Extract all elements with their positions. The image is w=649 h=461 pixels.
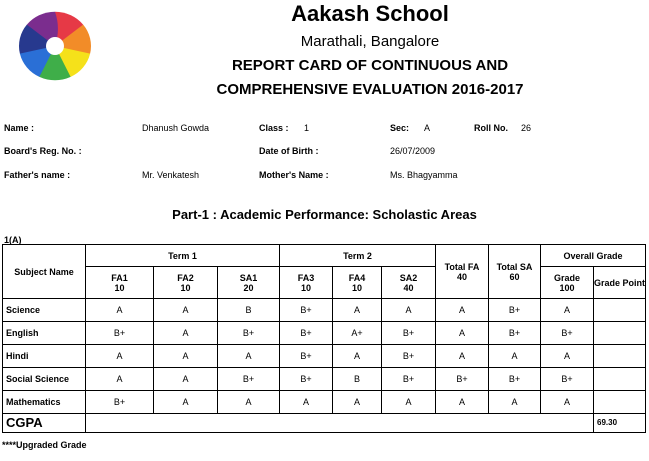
term2-header: Term 2 [280,245,436,267]
subject-name-header: Subject Name [3,245,86,299]
grade-cell [594,391,646,414]
grade-cell: A [541,391,594,414]
cgpa-value: 69.30 [594,414,646,433]
grade-point-header: Grade Point [594,267,646,299]
school-logo-icon [5,8,105,83]
grade-cell: A [382,391,436,414]
subject-name-cell: Hindi [3,345,86,368]
term1-header: Term 1 [86,245,280,267]
grade-cell: B+ [86,322,154,345]
footnote: ****Upgraded Grade [2,440,87,450]
grade-cell: B+ [280,299,333,322]
grade-cell: B+ [280,345,333,368]
grade-cell: B+ [218,322,280,345]
grade-cell: A [86,368,154,391]
table-row [3,299,646,322]
grade-cell: A [333,391,382,414]
name-value: Dhanush Gowda [142,123,210,133]
grade-cell: A [154,368,218,391]
sec-label: Sec: [390,123,410,133]
grade-cell: A [541,345,594,368]
sec-value: A [424,123,431,133]
grade-cell [594,322,646,345]
grade-cell: A [436,322,489,345]
grade-cell: B+ [489,322,541,345]
grade-cell [594,368,646,391]
total-sa-header [489,245,541,299]
board-reg-label: Board's Reg. No. : [4,146,82,156]
grade-cell: B [333,368,382,391]
grade-cell: B+ [541,322,594,345]
mother-label: Mother's Name : [259,170,329,180]
grade-cell: A [436,299,489,322]
section-label: 1(A) [4,235,22,245]
cgpa-spacer [86,414,594,433]
grade-cell: B+ [218,368,280,391]
grade-cell: A [489,391,541,414]
grade-cell [594,299,646,322]
grade-cell: B+ [382,368,436,391]
subject-name-cell: English [3,322,86,345]
grade-cell: A [154,322,218,345]
class-label: Class : [259,123,289,133]
total-fa-max: 40 [456,271,467,282]
grade-cell: A [489,345,541,368]
report-title-line1: REPORT CARD OF CONTINUOUS AND [231,57,509,74]
grade-cell: A [333,299,382,322]
grade-cell: B [218,299,280,322]
total-fa-name: Total FA [444,261,480,272]
table-row [3,391,646,414]
grade-cell: A [333,345,382,368]
mother-value: Ms. Bhagyamma [390,170,458,180]
grade-cell: A [218,345,280,368]
grade-cell: A [436,391,489,414]
subject-name-cell: Mathematics [3,391,86,414]
dob-value: 26/07/2009 [390,146,436,156]
grade-cell: A+ [333,322,382,345]
fa1-header: FA1 10 [86,267,154,299]
fa2-header: FA2 10 [154,267,218,299]
scholastic-grades-table [2,244,646,433]
total-fa-header [436,245,489,299]
subject-name-cell: Social Science [3,368,86,391]
grade-cell: A [280,391,333,414]
grade-cell: A [154,391,218,414]
subject-name-cell: Science [3,299,86,322]
grade-cell: A [436,345,489,368]
overall-grade-header: Overall Grade [541,245,646,267]
grade-cell: B+ [489,299,541,322]
sa1-header: SA1 20 [218,267,280,299]
table-row [3,345,646,368]
grade-cell: B+ [280,368,333,391]
grade-cell: A [154,345,218,368]
school-location: Marathali, Bangalore [300,33,440,50]
grade-cell: A [218,391,280,414]
grade-cell: B+ [436,368,489,391]
sa2-header: SA2 40 [382,267,436,299]
part-title: Part-1 : Academic Performance: Scholastic Areas [172,207,477,222]
logo-center [46,37,64,55]
grade-cell [594,345,646,368]
grade-cell: B+ [280,322,333,345]
grade-header: Grade 100 [541,267,594,299]
grade-cell: A [541,299,594,322]
table-row [3,368,646,391]
fa3-header: FA3 10 [280,267,333,299]
roll-value: 26 [521,123,532,133]
grade-cell: A [154,299,218,322]
cgpa-label: CGPA [3,414,86,433]
father-value: Mr. Venkatesh [142,170,200,180]
grade-cell: A [86,299,154,322]
total-sa-max: 60 [509,271,520,282]
grade-cell: A [86,345,154,368]
class-value: 1 [304,123,310,133]
father-label: Father's name : [4,170,71,180]
dob-label: Date of Birth : [259,146,319,156]
report-title-line2: COMPREHENSIVE EVALUATION 2016-2017 [216,81,524,98]
grade-cell: B+ [489,368,541,391]
grade-cell: B+ [541,368,594,391]
grade-cell: B+ [382,322,436,345]
school-name: Aakash School [291,1,449,26]
grade-cell: B+ [86,391,154,414]
grade-cell: B+ [382,345,436,368]
name-label: Name : [4,123,35,133]
roll-label: Roll No. [474,123,508,133]
grade-cell: A [382,299,436,322]
table-row [3,322,646,345]
total-sa-name: Total SA [496,261,533,272]
fa4-header: FA4 10 [333,267,382,299]
